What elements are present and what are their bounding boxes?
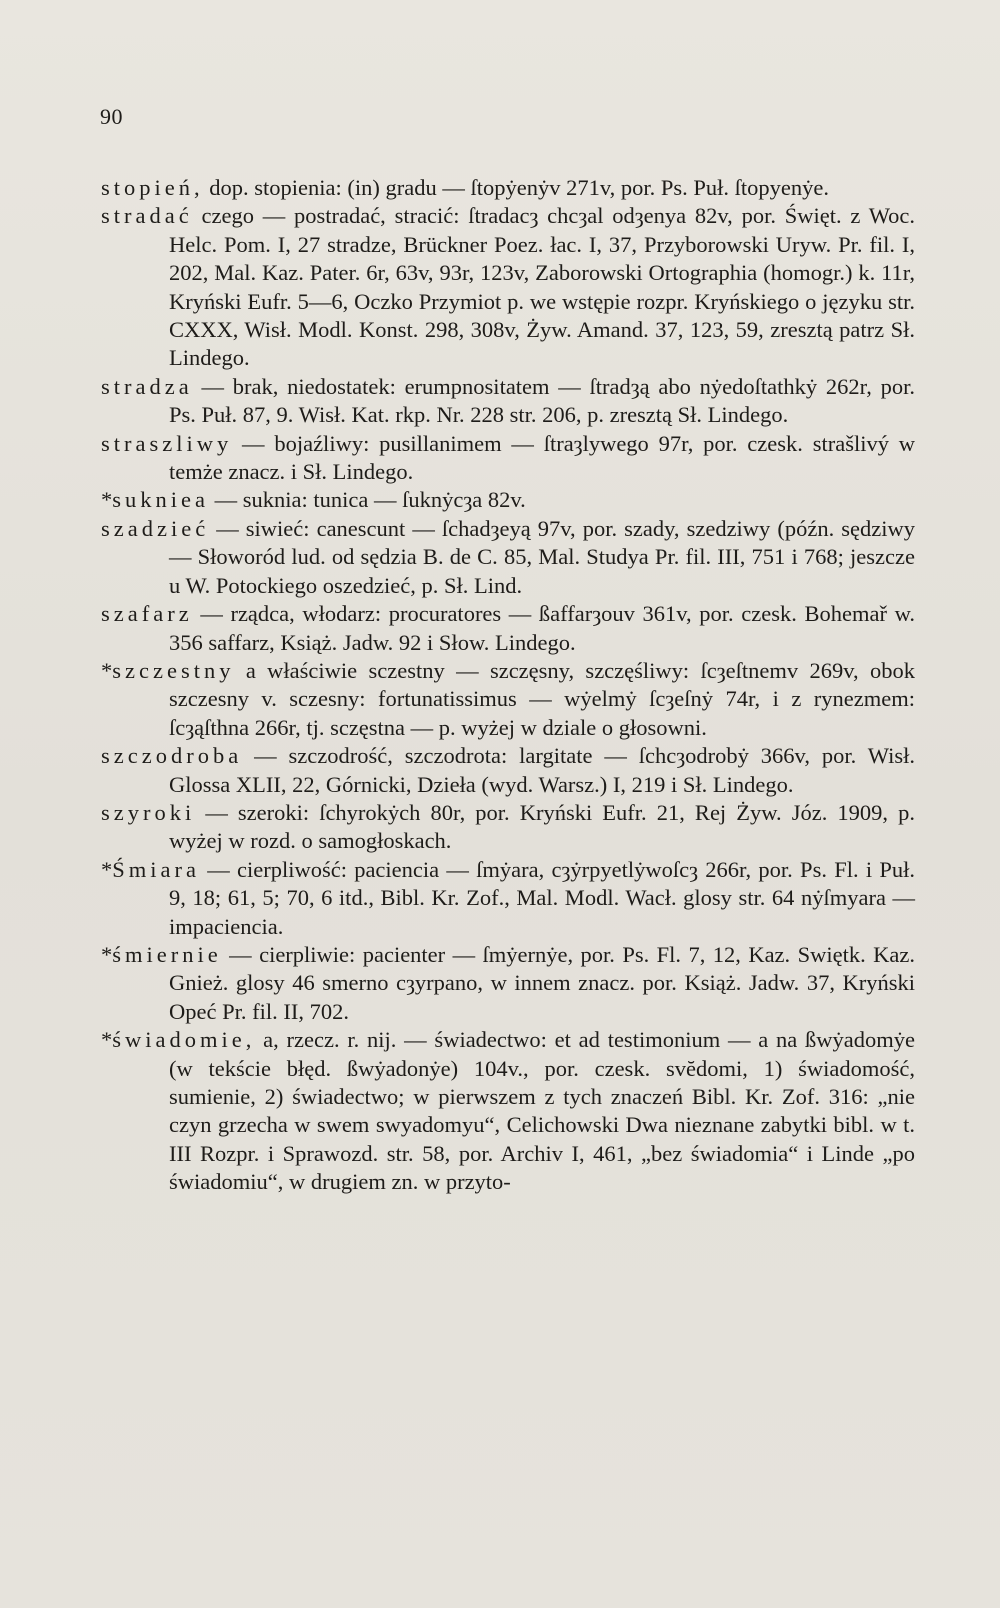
entry-asterisk: * xyxy=(101,941,113,967)
entry-stopien xyxy=(101,174,915,202)
entry-text: a właściwie sczestny — szczęsny, szczęśliwy: ſcȝeſtnemv 269v, obok szczesny v. sczesny: fortunatissimus — wẏelmẏ ſcȝeſnẏ 74r, i z rynezmem: ſcȝąſthna 266r, tj. sczęstna — p. wyżej w dziale o głosowni. xyxy=(169,657,915,740)
entry-headword: stopień, xyxy=(101,175,204,200)
entry-text: — szeroki: ſchyrokẏch 80r, por. Kryński Eufr. 21, Rej Żyw. Józ. 1909, p. wyżej w rozd. o samogłoskach. xyxy=(169,799,915,854)
entry-text: dop. stopienia: (in) gradu — ſtopẏenẏv 271v, por. Ps. Puł. ſtopyenẏe. xyxy=(203,175,829,200)
entry-szyroki xyxy=(101,799,915,856)
entry-headword: szyroki xyxy=(101,799,196,825)
entry-szczodroba xyxy=(101,742,915,799)
entry-text: — cierpliwość: paciencia — ſmẏara, cȝẏrpyetlẏwoſcȝ 266r, por. Ps. Fl. i Puł. 9, 18; 61, 5; 70, 6 itd., Bibl. Kr. Zof., Mal. Modl. Wacł. glosy str. 64 nẏſmyara — impaciencia. xyxy=(169,856,915,939)
entry-text: — szczodrość, szczodrota: largitate — ſchcȝodrobẏ 366v, por. Wisł. Glossa XLII, 22, Górnicki, Dzieła (wyd. Warsz.) I, 219 i Sł. Lindego. xyxy=(169,743,915,797)
entry-text: czego — postradać, stracić: ſtradacȝ chcȝal odȝenya 82v, por. Święt. z Woc. Helc. Pom. I, 27 stradze, Brückner Poez. łac. I, 37, Przyborowski Uryw. Pr. fil. I, 202, Mal. Kaz. Pater. 6r, 63v, 93r, 123v, Zaborowski Ortographia (homogr.) k. 11r, Kryński Eufr. 5—6, Oczko Przymiot p. we wstępie rozpr. Kryńskiego o języku str. CXXX, Wisł. Modl. Konst. 298, 308v, Żyw. Amand. 37, 123, 59, zresztą patrz Sł. Lindego. xyxy=(169,203,915,371)
entry-asterisk: * xyxy=(101,856,113,882)
entry-asterisk: * xyxy=(101,487,113,513)
entry-text: — siwieć: canescunt — ſchadȝeyą 97v, por. szady, szedziwy (późn. sędziwy — Słoworód lud. od sędzia B. de C. 85, Mal. Studya Pr. fil. III, 751 i 768; jeszcze u W. Potockiego oszedzieć, p. Sł. Lind. xyxy=(169,515,915,598)
entry-text: — bojaźliwy: pusillanimem — ſtraȝlywego 97r, por. czesk. strašlivý w temże znacz. i Sł. Lindego. xyxy=(169,430,915,485)
entry-text: — rządca, włodarz: procuratores — ßaffarȝouv 361v, por. czesk. Bohemař w. 356 saffarz, Książ. Jadw. 92 i Słow. Lindego. xyxy=(169,601,915,655)
entry-headword: szadzieć xyxy=(101,515,210,541)
entry-headword: świadomie, xyxy=(112,1027,256,1053)
entry-headword: straszliwy xyxy=(101,430,233,456)
entry-smiara xyxy=(101,856,915,941)
entry-sukniea xyxy=(101,486,915,514)
entry-smiernie xyxy=(101,941,915,1026)
entry-stradza xyxy=(101,373,915,430)
entry-text: — brak, niedostatek: erumpnositatem — ſtradȝą abo nẏedoſtathkẏ 262r, por. Ps. Puł. 87, 9. Wisł. Kat. rkp. Nr. 228 str. 206, p. zresztą Sł. Lindego. xyxy=(169,373,915,428)
entry-headword: sukniea xyxy=(112,487,209,513)
entry-headword: śmiernie xyxy=(112,941,222,967)
entry-szadziec xyxy=(101,515,915,600)
entry-text: — suknia: tunica — ſuknẏcȝa 82v. xyxy=(208,487,526,513)
dictionary-entries xyxy=(101,174,915,1197)
entry-swiadomie xyxy=(101,1026,915,1196)
page-number: 90 xyxy=(100,104,123,129)
entry-headword: Śmiara xyxy=(112,856,200,882)
entry-straszliwy xyxy=(101,430,915,487)
entry-headword: stradać xyxy=(101,203,193,229)
entry-headword: szafarz xyxy=(101,601,193,627)
entry-stradac xyxy=(101,202,915,372)
entry-headword: stradza xyxy=(101,373,193,399)
entry-headword: szczestny xyxy=(112,657,235,683)
entry-headword: szczodroba xyxy=(101,743,243,769)
entry-asterisk: * xyxy=(101,1027,113,1053)
entry-szafarz xyxy=(101,600,915,657)
entry-asterisk: * xyxy=(101,657,113,683)
entry-text: a, rzecz. r. nij. — świadectwo: et ad testimonium — a na ßwẏadomẏe (w tekście błęd. ßwẏadonẏe) 104v., por. czesk. svĕdomi, 1) świadomość, sumienie, 2) świadectwo; w pierwszem z tych znaczeń Bibl. Kr. Zof. 316: „nie czyn grzecha w swem swyadomyu“, Celichowski Dwa nieznane zabytki bibl. w t. III Rozpr. i Sprawozd. str. 58, por. Archiv I, 461, „bez świadomia“ i Linde „po świadomiu“, w drugiem zn. w przyto- xyxy=(169,1027,915,1195)
entry-text: — cierpliwie: pacienter — ſmẏernẏe, por. Ps. Fl. 7, 12, Kaz. Swiętk. Kaz. Gnież. glosy 46 smerno cȝyrpano, w innem znacz. por. Książ. Jadw. 37, Kryński Opeć Pr. fil. II, 702. xyxy=(169,941,915,1024)
entry-szczestny xyxy=(101,657,915,742)
